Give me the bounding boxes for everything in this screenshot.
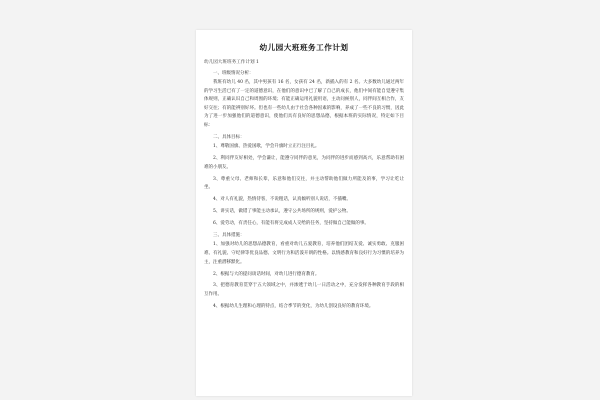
measure-item: 1、加强对幼儿的思想品德教育，看重对幼儿五爱教育，培养他们团结友爱、诚实勇敢、克服困难、有礼貌、守纪律等优良品德、文明行为和活泼开朗的性格。以情感教育和良好行为习惯的培养为主，注重潜移默化。 [204,242,404,265]
paragraph-situation: 我班有幼儿 40 名，其中男孩有 16 名，女孩有 24 名，新插入的有 2 名。大多数幼儿通过两年的学习生活已有了一定的道德意识，在他们的意识中已了解了自己的成长，他们中间有能自觉遵守集体规则，正确认识自己和周围的环境；有能正确运用礼貌用语，主动问候别人，同伴间互相合作，友好交往；有的能辨别好坏。但也有一些幼儿由于社会各种因素的影响，养成了一些不良的习惯，因此为了进一步加强他们的道德意识，使他们具有良好的思想品德，根据本班的实际情况，特定如下目标： [204,80,404,129]
document-page [196,30,412,396]
section-heading-measures: 三、具体措施： [213,233,245,239]
goal-item: 4、对人有礼貌，热情待客，不说粗话，认真倾听别人说话，不插嘴。 [213,197,351,203]
goal-item: 5、讲实话，做错了事能主动承认，遵守公共场所的规则，爱护公物。 [213,209,351,215]
measure-item: 4、根据幼儿生理和心理的特点，结合季节的变化，为幼儿创设良好的教育环境。 [213,304,374,310]
section-heading-goals: 二、具体目标： [213,135,245,141]
goal-item: 3、尊重父母、老师和长辈，乐意和他们交往，并主动帮助他们做力所能及的事，学习让吃让坐。 [204,176,404,191]
document-title: 幼儿园大班班务工作计划 [259,43,349,52]
measure-item: 3、把德育教育贯穿于五大领域之中，并渗透于幼儿一日活动之中，充分发挥各种教育手段的相互作用。 [204,283,404,298]
goal-item: 1、尊敬国旗、热爱国歌，学会升旗时立正行注目礼。 [213,144,320,150]
goal-item: 2、利同伴友好相处，学会谦让，能遵守同伴的意见，为同伴的进步而感到高兴，乐意帮助有困难的小朋友。 [204,156,404,170]
goal-item: 6、爱劳动，有责任心，有能有将完成成人交给的任务，坚持做自己能做的事。 [213,221,369,227]
document-body [204,70,404,315]
document-subtitle: 幼儿园大班班务工作计划 1 [204,60,259,65]
measure-item: 2、根据与大的提问谈话时间，对幼儿进行德育教育。 [213,271,320,277]
section-heading-situation: 一、班级情况分析： [213,71,254,76]
